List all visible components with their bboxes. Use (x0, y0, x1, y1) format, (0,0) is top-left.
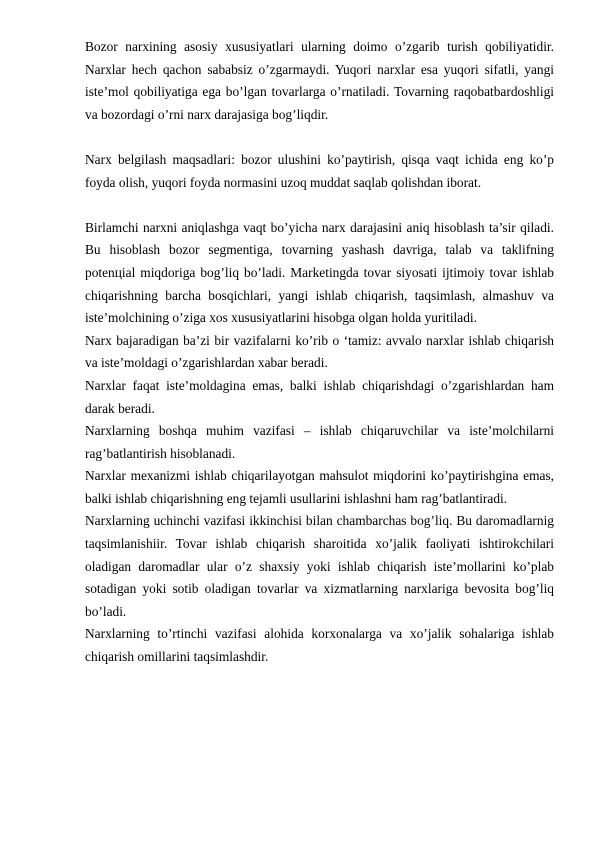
paragraph-third-function: Narxlarning uchinchi vazifasi ikkinchisi bilan chambarchas bog’liq. Bu daromadlarnig taqsimlanishiir. Tovar ishlab chiqarish sharoitida xo’jalik faoliyati ishtirokchilari oladigan daromadlar ular o’z shaxsiy yoki ishlab chiqarish iste’mollarini ko’plab sotadigan yoki sotib oladigan tovarlar va xizmatlarning narxlariga bevosita bog’liq bo’ladi. (85, 513, 554, 619)
paragraph-incentive-function: Narxlarning boshqa muhim vazifasi – ishlab chiqaruvchilar va iste’molchilarni rag’batlantirish hisoblanadi. (85, 423, 554, 461)
paragraph-initial-price: Birlamchi narxni aniqlashga vaqt bo’yicha narx darajasini aniq hisoblash ta’sir qiladi. Bu hisoblash bozor segmentiga, tovarning yashash davriga, talab va taklifning potenцial miqdoriga bog’liq bo’ladi. Marketingda tovar siyosati ijtimoiy tovar ishlab chiqarishning barcha bosqichlari, yangi ishlab chiqarish, taqsimlash, almashuv va iste’molchining o’ziga xos xususiyatlarini hisobga olgan holda yuritiladi. (85, 219, 554, 326)
paragraph-spacer (85, 126, 554, 149)
document-page (85, 36, 554, 669)
paragraph-price-functions: Narx bajaradigan ba’zi bir vazifalarni ko’rib o ‘tamiz: avvalo narxlar ishlab chiqarish va iste’moldagi o’zgarishlardan xabar beradi. (85, 332, 554, 371)
paragraph-price-properties: Bozor narxining asosiy xususiyatlari ularning doimo o’zgarib turish qobiliyatidir. Narxlar hech qachon sababsiz o’zgarmaydi. Yuqori narxlar esa yuqori sifatli, yangi iste’mol qobiliyatiga ega bo’lgan tovarlarga o’rnatiladi. Tovarning raqobatbardoshligi va bozordagi o’rni narx darajasiga bog’liqdir. (85, 39, 554, 122)
paragraph-spacer (85, 194, 554, 217)
paragraph-fourth-function: Narxlarning to’rtinchi vazifasi alohida korxonalarga va xo’jalik sohalariga ishlab chiqarish omillarini taqsimlashdir. (85, 626, 554, 665)
paragraph-production-changes: Narxlar faqat iste’moldagina emas, balki ishlab chiqarishdagi o’zgarishlardan ham darak beradi. (85, 377, 554, 416)
paragraph-price-mechanism: Narxlar mexanizmi ishlab chiqarilayotgan mahsulot miqdorini ko’paytirishgina emas, balki ishlab chiqarishning eng tejamli usullarini ishlashni ham rag’batlantiradi. (85, 468, 554, 506)
paragraph-pricing-goals: Narx belgilash maqsadlari: bozor ulushini ko’paytirish, qisqa vaqt ichida eng ko’p foyda olish, yuqori foyda normasini uzoq muddat saqlab qolishdan iborat. (85, 151, 554, 190)
